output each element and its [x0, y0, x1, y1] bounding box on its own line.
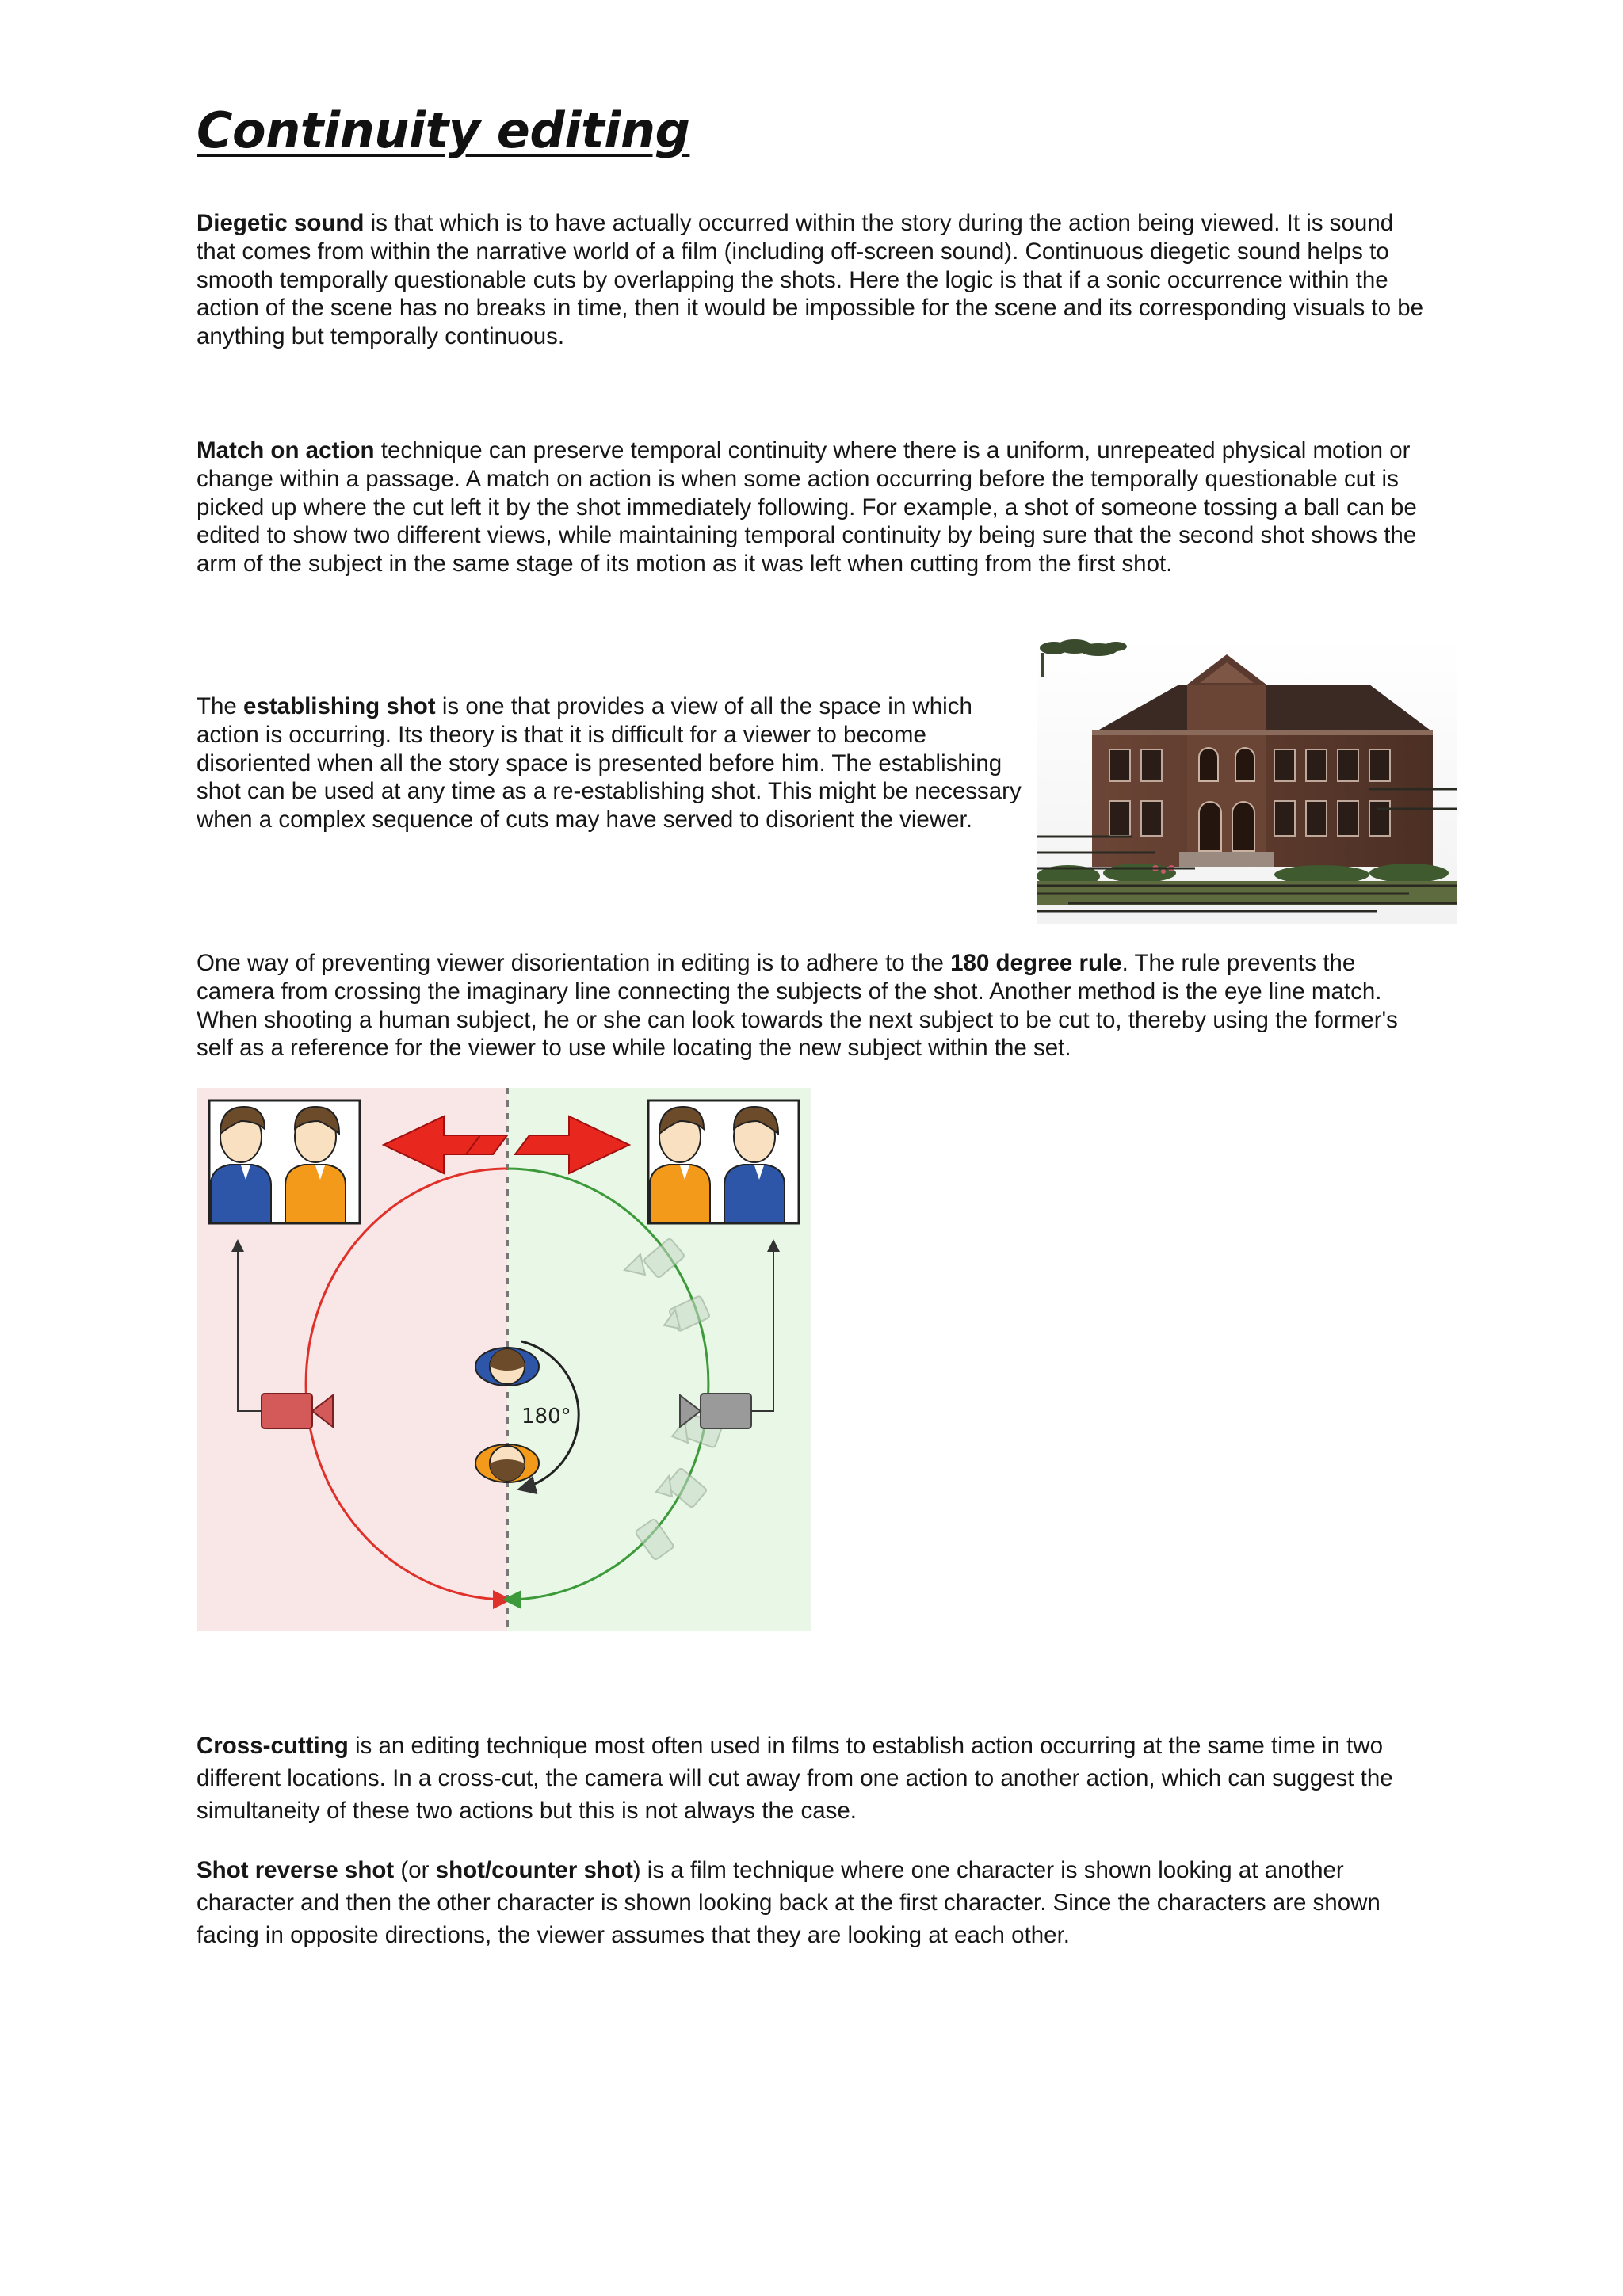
- right-frame-pair-icon: [648, 1100, 799, 1223]
- text-match-on-action: technique can preserve temporal continuity where there is a uniform, unrepeated physical motion or change within a passage. A match on action is when some action occurring before the temporally questionable cut is picked up where the cut left it by the shot immediately following. For example, a shot of someone tossing a ball can be edited to show two different views, while maintaining temporal continuity by being sure that the second shot shows the arm of the subject in the same stage of its motion as it was left when cutting from the first shot.: [197, 437, 1417, 578]
- term-180-degree-rule: 180 degree rule: [950, 950, 1122, 976]
- text-cross-cutting: is an editing technique most often used in films to establish action occurring at the same time in two different locations. In a cross-cut, the camera will cut away from one action to another action, which can suggest the simultaneity of these two actions but this is not always the case.: [197, 1733, 1393, 1824]
- text-180-degree-rule: . The rule prevents the camera from crossing the imaginary line connecting the subjects of the shot. Another method is the eye line match. When shooting a human subject, he or she can look towards the next subject to be cut to, thereby using the former's self as a reference for the viewer to use while locating the new subject within the set.: [197, 950, 1398, 1062]
- paragraph-180-degree-rule: [197, 949, 1433, 1062]
- term-match-on-action: Match on action: [197, 437, 375, 463]
- text-establishing-shot: is one that provides a view of all the space in which action is occurring. Its theory is that it is difficult for a viewer to become disoriented when all the story space is presented before him. The establishing shot can be used at any time as a re-establishing shot. This might be necessary when a complex sequence of cuts may have served to disorient the viewer.: [197, 693, 1022, 833]
- paragraph-match-on-action: [197, 437, 1433, 578]
- paragraph-diegetic-sound: [197, 209, 1433, 351]
- term-establishing-shot: establishing shot: [243, 693, 436, 719]
- page-title: Continuity editing: [197, 101, 690, 159]
- paragraph-shot-reverse-shot: [197, 1854, 1433, 1951]
- text-shot-reverse-shot: ) is a film technique where one character is shown looking at another character and then the other character is shown looking back at the first character. Since the characters are shown facing in opposite directions, the viewer assumes that they are looking at each other.: [197, 1857, 1381, 1948]
- term-diegetic-sound: Diegetic sound: [197, 210, 365, 236]
- term-shot-reverse-shot: Shot reverse shot: [197, 1857, 395, 1883]
- subject-top-icon: [475, 1348, 539, 1386]
- prefix-establishing-shot: The: [197, 693, 244, 719]
- subject-bottom-icon: [475, 1444, 539, 1482]
- paragraph-establishing-shot: [197, 692, 1029, 834]
- term-shot-counter-shot: shot/counter shot: [435, 1857, 633, 1883]
- establishing-shot-photo: [1037, 639, 1457, 924]
- 180-degree-rule-diagram: [197, 1088, 812, 1631]
- text-diegetic-sound: is that which is to have actually occurred within the story during the action being viewed. It is sound that comes from within the narrative world of a film (including off-screen sound). Continuous diegetic sound helps to smooth temporally questionable cuts by overlapping the shots. Here the logic is that if a sonic occurrence within the action of the scene has no breaks in time, then it would be impossible for the scene and its corresponding visuals to be anything but temporally continuous.: [197, 210, 1424, 350]
- text-shot-reverse-mid: (or: [394, 1857, 436, 1883]
- paragraph-cross-cutting: [197, 1730, 1433, 1827]
- left-frame-pair-icon: [209, 1100, 360, 1223]
- prefix-180-degree-rule: One way of preventing viewer disorientation in editing is to adhere to the: [197, 950, 951, 976]
- term-cross-cutting: Cross-cutting: [197, 1733, 349, 1759]
- angle-label: 180°: [521, 1405, 571, 1428]
